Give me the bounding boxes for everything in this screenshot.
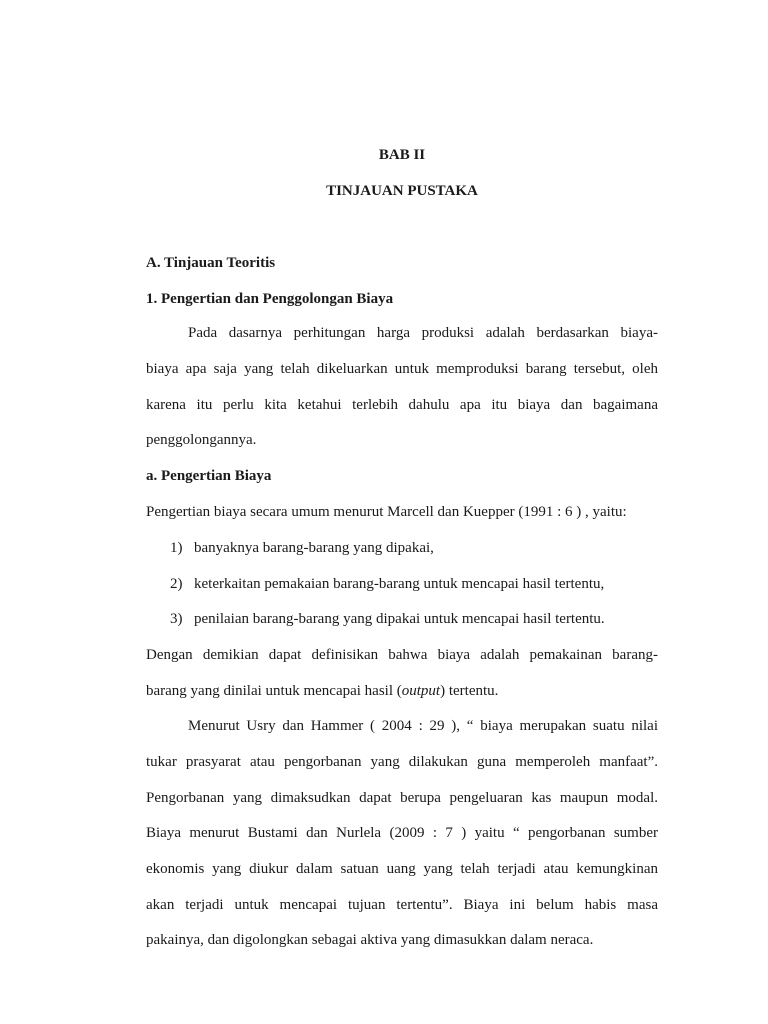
chapter-heading: BAB II [378,147,426,163]
list-item-number: 2) [170,576,183,592]
list-item-text: banyaknya barang-barang yang dipakai, [194,540,434,556]
list-item-number: 3) [170,611,183,627]
paragraph-1-line-4: penggolongannya. [146,432,257,448]
list-item [170,610,658,628]
paragraph-3-line-6: akan terjadi untuk mencapai tujuan tertentu”. Biaya ini belum habis masa [146,897,658,913]
paragraph-2-line-2 [146,682,658,700]
paragraph-3-line-5: ekonomis yang diukur dalam satuan uang yang telah terjadi atau kemungkinan [146,861,658,877]
section-heading-a: A. Tinjauan Teoritis [146,255,276,271]
paragraph-2-line-1: Dengan demikian dapat definisikan bahwa biaya adalah pemakainan barang- [146,647,658,663]
paragraph-3-line-7: pakainya, dan digolongkan sebagai aktiva yang dimasukkan dalam neraca. [146,932,594,948]
paragraph-1-line-2: biaya apa saja yang telah dikeluarkan untuk memproduksi barang tersebut, oleh [146,361,658,377]
paragraph-3-line-2: tukar prasyarat atau pengorbanan yang dilakukan guna memperoleh manfaat”. [146,754,658,770]
paragraph-1-line-1: Pada dasarnya perhitungan harga produksi adalah berdasarkan biaya- [188,325,658,341]
paragraph-3-line-1: Menurut Usry dan Hammer ( 2004 : 29 ), “ biaya merupakan suatu nilai [188,718,658,734]
list-item-text: keterkaitan pemakaian barang-barang untuk mencapai hasil tertentu, [194,576,605,592]
list-item [170,575,658,593]
paragraph-2-text-pre: barang yang dinilai untuk mencapai hasil ( [146,683,402,699]
paragraph-3-line-4: Biaya menurut Bustami dan Nurlela (2009 : 7 ) yaitu “ pengorbanan sumber [146,825,658,841]
paragraph-1-line-3: karena itu perlu kita ketahui terlebih dahulu apa itu biaya dan bagaimana [146,397,658,413]
paragraph-2-text-post: ) tertentu. [440,683,499,699]
chapter-title: TINJAUAN PUSTAKA [326,183,478,199]
intro-line: Pengertian biaya secara umum menurut Marcell dan Kuepper (1991 : 6 ) , yaitu: [146,504,627,520]
paragraph-2-italic-term: output [401,683,441,699]
subsection-heading-1: 1. Pengertian dan Penggolongan Biaya [146,291,394,307]
list-item-number: 1) [170,540,183,556]
subsection-heading-a: a. Pengertian Biaya [146,468,272,484]
paragraph-3-line-3: Pengorbanan yang dimaksudkan dapat berupa pengeluaran kas maupun modal. [146,790,658,806]
list-item [170,539,658,557]
list-item-text: penilaian barang-barang yang dipakai untuk mencapai hasil tertentu. [194,611,605,627]
